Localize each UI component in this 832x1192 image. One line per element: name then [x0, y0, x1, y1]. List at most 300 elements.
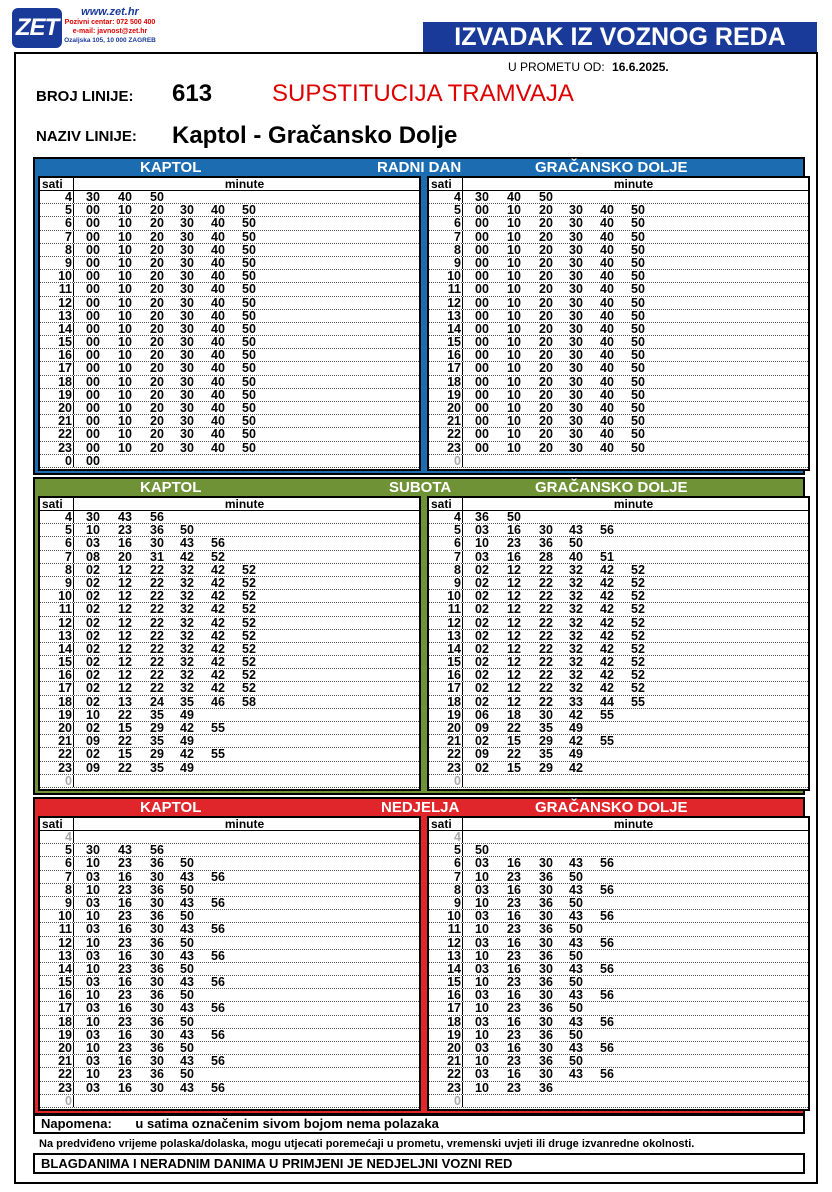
minute-value: 02: [475, 602, 489, 617]
minute-value: 36: [150, 1067, 164, 1082]
minute-value: 43: [118, 843, 132, 858]
table-row: [40, 428, 419, 441]
phone: Pozivni centar: 072 500 400: [64, 19, 156, 26]
table-row: [429, 231, 808, 244]
minute-value: 40: [600, 255, 614, 270]
minute-value: 40: [211, 401, 225, 415]
minute-value: 55: [600, 707, 614, 722]
hour-cell: 10: [447, 589, 461, 604]
minute-value: 16: [118, 895, 132, 910]
minute-value: 10: [118, 282, 132, 297]
minute-value: 02: [86, 694, 100, 709]
minute-value: 43: [180, 895, 194, 910]
minute-value: 30: [539, 1067, 553, 1082]
minute-value: 43: [569, 1041, 583, 1055]
minute-value: 00: [86, 269, 100, 284]
minute-value: 40: [211, 414, 225, 429]
minute-value: 16: [507, 856, 521, 871]
minute-value: 50: [631, 308, 645, 323]
table-row: [429, 630, 808, 643]
minute-value: 32: [180, 589, 194, 604]
minute-value: 02: [86, 747, 100, 762]
minute-value: 30: [569, 374, 583, 389]
minute-value: 12: [507, 602, 521, 617]
table-row: [40, 217, 419, 230]
minute-value: 42: [600, 589, 614, 604]
minute-value: 20: [150, 387, 164, 402]
minute-value: 30: [180, 282, 194, 297]
minute-value: 22: [150, 615, 164, 630]
hour-cell: 15: [447, 335, 461, 350]
minute-value: 16: [507, 882, 521, 897]
minute-value: 10: [86, 523, 100, 538]
minute-value: 35: [150, 707, 164, 722]
minute-value: 52: [631, 628, 645, 643]
minute-value: 50: [242, 374, 256, 389]
right-stop-name: GRAČANSKO DOLJE: [535, 479, 688, 496]
minute-value: 15: [118, 721, 132, 735]
minute-value: 56: [211, 1054, 225, 1069]
hour-cell: 13: [447, 308, 461, 323]
hour-cell: 23: [447, 440, 461, 455]
hour-cell: 11: [447, 282, 461, 297]
hour-cell: 4: [65, 190, 72, 204]
minute-value: 58: [242, 694, 256, 709]
minute-value: 32: [180, 602, 194, 617]
minute-value: 00: [86, 427, 100, 442]
minute-value: 30: [539, 961, 553, 976]
minute-value: 32: [569, 562, 583, 577]
minute-value: 22: [150, 602, 164, 617]
minute-value: 50: [539, 190, 553, 204]
minute-value: 23: [507, 536, 521, 551]
minute-value: 12: [507, 655, 521, 670]
hour-cell: 0: [65, 453, 72, 468]
hour-cell: 9: [65, 255, 72, 270]
minute-value: 20: [539, 348, 553, 363]
minute-value: 36: [150, 523, 164, 538]
minute-value: 20: [539, 361, 553, 376]
minute-value: 50: [631, 229, 645, 244]
valid-from: [508, 60, 669, 74]
minute-value: 42: [600, 562, 614, 577]
minute-value: 10: [86, 988, 100, 1003]
minute-value: 22: [118, 760, 132, 775]
minute-value: 43: [180, 1001, 194, 1016]
minute-value: 42: [600, 681, 614, 696]
minute-value: 22: [150, 641, 164, 656]
minute-value: 30: [569, 255, 583, 270]
minute-value: 20: [539, 308, 553, 323]
hour-cell: 22: [58, 427, 72, 442]
hour-cell: 14: [447, 961, 461, 976]
minute-value: 20: [539, 282, 553, 297]
hour-cell: 12: [58, 295, 72, 310]
hour-cell: 18: [58, 694, 72, 709]
minute-value: 40: [600, 242, 614, 257]
table-row: [40, 283, 419, 296]
minute-value: 50: [242, 242, 256, 257]
minute-value: 12: [507, 628, 521, 643]
minute-value: 40: [569, 549, 583, 564]
minute-value: 30: [539, 856, 553, 871]
hour-cell: 16: [58, 668, 72, 683]
minute-value: 32: [569, 628, 583, 643]
minute-value: 10: [507, 387, 521, 402]
minute-value: 36: [539, 1001, 553, 1016]
minute-value: 43: [180, 948, 194, 963]
minute-value: 20: [150, 335, 164, 350]
minute-value: 00: [86, 440, 100, 455]
timetable-left: [38, 176, 421, 471]
minute-value: 42: [600, 628, 614, 643]
table-row: [40, 630, 419, 643]
table-row: [40, 455, 419, 468]
minute-value: 00: [86, 361, 100, 376]
minute-value: 00: [475, 387, 489, 402]
table-row: [429, 297, 808, 310]
hour-cell: 9: [65, 575, 72, 590]
minute-value: 02: [475, 734, 489, 749]
minute-value: 02: [475, 668, 489, 683]
minute-value: 00: [475, 427, 489, 442]
minute-value: 00: [86, 453, 100, 468]
minute-value: 50: [242, 308, 256, 323]
minute-value: 40: [600, 282, 614, 297]
hour-cell: 20: [447, 721, 461, 735]
minute-value: 22: [150, 628, 164, 643]
minute-value: 50: [242, 427, 256, 442]
minute-value: 00: [475, 295, 489, 310]
hour-cell: 21: [58, 1054, 72, 1069]
minute-value: 22: [539, 681, 553, 696]
minute-value: 20: [539, 440, 553, 455]
minute-value: 02: [86, 615, 100, 630]
minute-value: 00: [475, 308, 489, 323]
minutes-column-header: minute: [224, 497, 265, 511]
table-row: [40, 1002, 419, 1015]
line-number: 613: [172, 80, 213, 107]
minute-value: 16: [507, 961, 521, 976]
minute-value: 40: [211, 308, 225, 323]
minute-value: 23: [507, 1054, 521, 1069]
minute-value: 50: [242, 229, 256, 244]
minute-value: 00: [475, 440, 489, 455]
hour-cell: 5: [454, 523, 461, 538]
minute-value: 30: [150, 975, 164, 990]
hour-cell: 7: [65, 549, 72, 564]
minute-value: 30: [569, 440, 583, 455]
minute-value: 50: [631, 242, 645, 257]
minute-value: 20: [539, 401, 553, 415]
minute-value: 15: [507, 734, 521, 749]
minute-value: 15: [118, 747, 132, 762]
minute-value: 10: [475, 1080, 489, 1095]
minute-value: 30: [180, 321, 194, 336]
minute-value: 23: [118, 1041, 132, 1055]
minute-value: 50: [631, 414, 645, 429]
minute-value: 20: [150, 255, 164, 270]
minute-value: 10: [118, 295, 132, 310]
minute-value: 12: [507, 589, 521, 604]
minute-value: 30: [150, 1054, 164, 1069]
minute-value: 10: [475, 948, 489, 963]
minute-value: 00: [86, 374, 100, 389]
hour-cell: 22: [58, 1067, 72, 1082]
minute-value: 40: [211, 348, 225, 363]
hour-cell: 17: [447, 361, 461, 376]
minute-value: 03: [86, 948, 100, 963]
minute-value: 30: [569, 242, 583, 257]
minute-value: 36: [539, 536, 553, 551]
minute-value: 02: [86, 602, 100, 617]
line-type: SUPSTITUCIJA TRAMVAJA: [272, 80, 574, 107]
minute-value: 49: [180, 734, 194, 749]
minute-value: 00: [86, 216, 100, 231]
minute-value: 42: [211, 668, 225, 683]
minute-value: 42: [211, 602, 225, 617]
minute-value: 22: [150, 681, 164, 696]
minute-value: 56: [211, 1027, 225, 1042]
minute-value: 42: [180, 721, 194, 735]
minute-value: 00: [86, 203, 100, 218]
minute-value: 30: [569, 414, 583, 429]
hour-cell: 9: [65, 895, 72, 910]
minute-value: 12: [118, 655, 132, 670]
minute-value: 56: [150, 510, 164, 524]
minute-value: 00: [86, 414, 100, 429]
minute-value: 40: [211, 321, 225, 336]
minute-value: 10: [118, 427, 132, 442]
table-row: [429, 696, 808, 709]
minute-value: 03: [475, 523, 489, 538]
minute-value: 20: [150, 295, 164, 310]
minute-value: 40: [118, 190, 132, 204]
minute-value: 30: [569, 295, 583, 310]
minute-value: 03: [475, 882, 489, 897]
minute-value: 00: [475, 401, 489, 415]
hour-cell: 23: [58, 440, 72, 455]
minute-value: 30: [539, 882, 553, 897]
table-row: [40, 937, 419, 950]
minute-value: 31: [150, 549, 164, 564]
minute-value: 30: [180, 427, 194, 442]
minute-value: 56: [600, 882, 614, 897]
minute-value: 56: [600, 935, 614, 950]
minute-value: 10: [475, 1054, 489, 1069]
minute-value: 50: [242, 282, 256, 297]
table-row: [40, 244, 419, 257]
table-row: [429, 1016, 808, 1029]
minute-value: 50: [242, 295, 256, 310]
valid-from-label: U PROMETU OD:: [508, 60, 605, 74]
minute-value: 50: [242, 269, 256, 284]
minute-value: 32: [569, 668, 583, 683]
minute-value: 10: [475, 869, 489, 884]
minute-value: 50: [180, 856, 194, 871]
minute-value: 00: [86, 255, 100, 270]
minute-value: 00: [475, 348, 489, 363]
minute-value: 50: [569, 948, 583, 963]
minute-value: 20: [539, 269, 553, 284]
minute-value: 00: [86, 282, 100, 297]
minute-value: 30: [180, 308, 194, 323]
table-row: [429, 362, 808, 375]
minute-value: 30: [569, 269, 583, 284]
minute-value: 10: [86, 909, 100, 924]
minute-value: 03: [86, 536, 100, 551]
minute-value: 43: [569, 988, 583, 1003]
minute-value: 22: [539, 628, 553, 643]
table-row: [429, 1002, 808, 1015]
table-row: [429, 603, 808, 616]
table-row: [429, 748, 808, 761]
minute-value: 36: [150, 1014, 164, 1029]
minute-value: 00: [86, 242, 100, 257]
table-row: [40, 775, 419, 788]
minute-value: 42: [211, 628, 225, 643]
minute-value: 10: [507, 295, 521, 310]
hour-cell: 11: [447, 922, 461, 937]
minute-value: 16: [118, 536, 132, 551]
minutes-column-header: minute: [613, 817, 654, 831]
minute-value: 10: [507, 242, 521, 257]
minute-value: 02: [86, 562, 100, 577]
minute-value: 42: [211, 681, 225, 696]
table-row: [40, 376, 419, 389]
minute-value: 55: [211, 721, 225, 735]
minute-value: 40: [600, 440, 614, 455]
hour-cell: 14: [447, 641, 461, 656]
minute-value: 03: [475, 961, 489, 976]
minute-value: 50: [242, 321, 256, 336]
minute-value: 42: [600, 602, 614, 617]
minute-value: 10: [507, 308, 521, 323]
minute-value: 23: [118, 909, 132, 924]
minute-value: 10: [507, 229, 521, 244]
table-row: [429, 1082, 808, 1095]
minute-value: 50: [180, 909, 194, 924]
minute-value: 52: [242, 602, 256, 617]
timetable-right: [427, 176, 810, 471]
minute-value: 24: [150, 694, 164, 709]
minute-value: 30: [180, 295, 194, 310]
minute-value: 09: [475, 747, 489, 762]
minute-value: 40: [600, 374, 614, 389]
minute-value: 16: [118, 975, 132, 990]
minute-value: 52: [631, 668, 645, 683]
table-row: [40, 362, 419, 375]
minute-value: 12: [507, 641, 521, 656]
hour-cell: 11: [58, 922, 72, 937]
right-stop-name: GRAČANSKO DOLJE: [535, 799, 688, 816]
minute-value: 10: [118, 387, 132, 402]
minute-value: 30: [86, 843, 100, 858]
minute-value: 56: [211, 922, 225, 937]
hour-cell: 11: [58, 282, 72, 297]
minute-value: 52: [631, 562, 645, 577]
minute-value: 02: [86, 641, 100, 656]
minute-value: 50: [180, 988, 194, 1003]
minute-value: 20: [118, 549, 132, 564]
table-row: [40, 1068, 419, 1081]
minute-value: 10: [475, 1027, 489, 1042]
minute-value: 16: [507, 549, 521, 564]
minute-value: 32: [180, 655, 194, 670]
minute-value: 10: [86, 707, 100, 722]
minute-value: 40: [600, 401, 614, 415]
minute-value: 06: [475, 707, 489, 722]
minute-value: 40: [211, 282, 225, 297]
minute-value: 30: [475, 190, 489, 204]
minute-value: 50: [242, 348, 256, 363]
minute-value: 30: [539, 935, 553, 950]
hour-cell: 13: [58, 308, 72, 323]
hour-cell: 19: [58, 707, 72, 722]
minute-value: 32: [569, 589, 583, 604]
hour-cell: 9: [454, 255, 461, 270]
minute-value: 42: [211, 655, 225, 670]
hour-cell: 10: [58, 589, 72, 604]
minute-value: 22: [539, 562, 553, 577]
section-header: [35, 159, 803, 176]
minute-value: 23: [507, 922, 521, 937]
minute-value: 23: [118, 856, 132, 871]
hour-cell: 12: [58, 615, 72, 630]
minute-value: 35: [539, 747, 553, 762]
hour-cell: 17: [58, 361, 72, 376]
minute-value: 50: [242, 440, 256, 455]
minute-value: 30: [539, 909, 553, 924]
table-row: [429, 884, 808, 897]
minute-value: 50: [507, 510, 521, 524]
minute-value: 52: [631, 615, 645, 630]
hour-cell: 4: [454, 190, 461, 204]
minute-value: 30: [180, 216, 194, 231]
minute-value: 03: [475, 856, 489, 871]
hour-cell: 11: [447, 602, 461, 617]
minute-value: 36: [539, 1027, 553, 1042]
zet-logo-mark: ZET: [12, 8, 62, 48]
holidays-note: BLAGDANIMA I NERADNIM DANIMA U PRIMJENI JE NEDJELJNI VOZNI RED: [33, 1153, 805, 1174]
hour-cell: 10: [447, 909, 461, 924]
minute-value: 40: [600, 229, 614, 244]
minute-value: 43: [569, 1067, 583, 1082]
minute-value: 22: [539, 668, 553, 683]
hours-column-header: sati: [431, 817, 452, 831]
minute-value: 30: [569, 282, 583, 297]
minute-value: 50: [631, 361, 645, 376]
hour-cell: 8: [65, 242, 72, 257]
hours-column-header: sati: [42, 817, 63, 831]
minute-value: 23: [118, 1014, 132, 1029]
minute-value: 10: [475, 922, 489, 937]
minute-value: 20: [539, 255, 553, 270]
hour-cell: 17: [447, 1001, 461, 1016]
minute-value: 18: [507, 707, 521, 722]
minute-value: 12: [507, 562, 521, 577]
minute-value: 50: [180, 1041, 194, 1055]
minute-value: 29: [539, 760, 553, 775]
hour-cell: 14: [58, 641, 72, 656]
table-header: [429, 818, 808, 831]
minute-value: 40: [600, 269, 614, 284]
hour-cell: 8: [65, 882, 72, 897]
minute-value: 30: [180, 229, 194, 244]
minute-value: 23: [118, 961, 132, 976]
minute-value: 00: [86, 387, 100, 402]
minute-value: 30: [150, 869, 164, 884]
